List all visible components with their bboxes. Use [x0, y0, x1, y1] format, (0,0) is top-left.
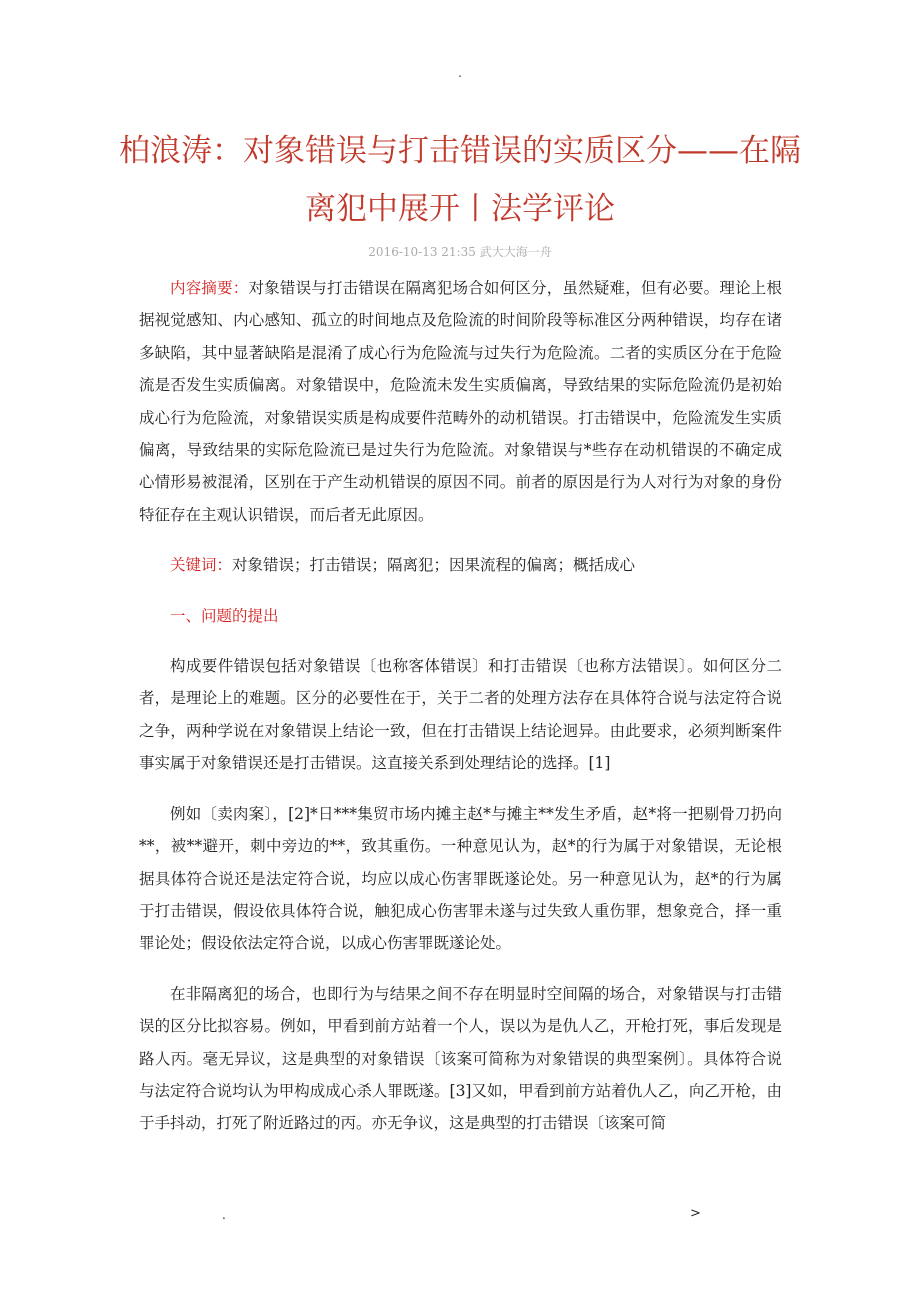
keywords-label: 关键词：: [170, 556, 233, 575]
body-paragraph: 例如〔卖肉案〕，[2]*日***集贸市场内摊主赵*与摊主**发生矛盾，赵*将一把剔骨刀扔向**，被**避开，刺中旁边的**，致其重伤。一种意见认为，赵*的行为属于对象错误，无论根据具体符合说还是法定符合说，均应以成心伤害罪既遂论处。另一种意见认为，赵*的行为属于打击错误，假设依具体符合说，触犯成心伤害罪未遂与过失致人重伤罪，想象竞合，择一重罪论处；假设依法定符合说，以成心伤害罪既遂论处。: [139, 804, 782, 953]
abstract-text: 对象错误与打击错误在隔离犯场合如何区分，虽然疑难，但有必要。理论上根据视觉感知、内心感知、孤立的时间地点及危险流的时间阶段等标准区分两种错误，均存在诸多缺陷，其中显著缺陷是混淆了成心行为危险流与过失行为危险流。二者的实质区分在于危险流是否发生实质偏离。对象错误中，危险流未发生实质偏离，导致结果的实际危险流仍是初始成心行为危险流，对象错误实质是构成要件范畴外的动机错误。打击错误中，危险流发生实质偏离，导致结果的实际危险流已是过失行为危险流。对象错误与*些存在动机错误的不确定成心情形易被混淆，区别在于产生动机错误的原因不同。前者的原因是行为人对行为对象的身份特征存在主观认识错误，而后者无此原因。: [139, 279, 782, 524]
section-heading: 一、问题的提出: [170, 606, 279, 625]
footer-dot: .: [222, 1208, 226, 1222]
footer-arrow: >: [690, 1206, 701, 1221]
abstract-label: 内容摘要：: [170, 279, 249, 297]
abstract-paragraph: [139, 272, 782, 531]
keywords-paragraph: [139, 549, 782, 581]
article-body: [139, 272, 782, 1140]
article-meta: 2016-10-13 21:35 武大大海一舟: [368, 245, 552, 259]
keywords-text: 对象错误；打击错误；隔离犯；因果流程的偏离；概括成心: [232, 556, 636, 575]
article-title: 柏浪涛：对象错误与打击错误的实质区分——在隔离犯中展开丨法学评论: [119, 133, 801, 227]
body-paragraph: 在非隔离犯的场合，也即行为与结果之间不存在明显时空间隔的场合，对象错误与打击错误的区分比拟容易。例如，甲看到前方站着一个人，误以为是仇人乙，开枪打死，事后发现是路人丙。毫无异议，这是典型的对象错误〔该案可简称为对象错误的典型案例〕。具体符合说与法定符合说均认为甲构成成心杀人罪既遂。[3]又如，甲看到前方站着仇人乙，向乙开枪，由于手抖动，打死了附近路过的丙。亦无争议，这是典型的打击错误〔该案可简: [139, 984, 782, 1133]
header-dot: .: [458, 66, 462, 80]
body-paragraph: 构成要件错误包括对象错误〔也称客体错误〕和打击错误〔也称方法错误〕。如何区分二者，是理论上的难题。区分的必要性在于，关于二者的处理方法存在具体符合说与法定符合说之争，两种学说在对象错误上结论一致，但在打击错误上结论迥异。由此要求，必须判断案件事实属于对象错误还是打击错误。这直接关系到处理结论的选择。[1]: [139, 657, 782, 773]
